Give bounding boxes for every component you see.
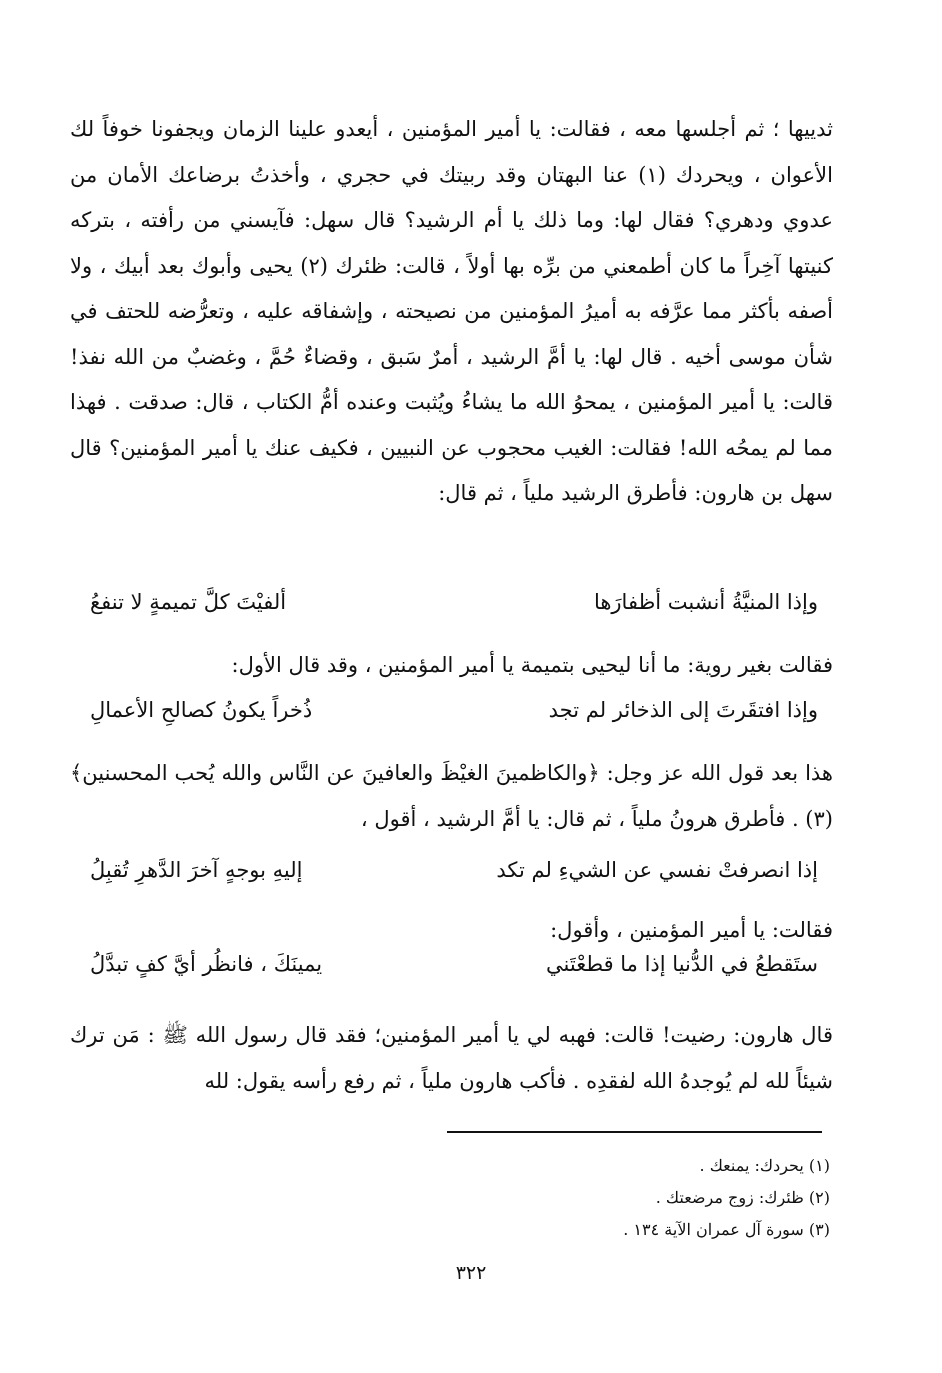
footnote-separator [447,1131,822,1133]
paragraph-5 [70,1013,833,1104]
verse-4-second-hemistich: يمينَكَ ، فانظُر أيَّ كفٍ تبدَّلُ [90,952,323,976]
paragraph-2 [70,643,833,689]
verse-1 [90,580,818,624]
verse-4-first-hemistich: ستَقطعُ في الدُّنيا إذا ما قطعْتَني [546,952,818,976]
paragraph-1 [70,107,833,517]
page-number: ٣٢٢ [455,1262,487,1284]
footnote-1: (١) يحردك: يمنعك . [699,1156,830,1175]
verse-3 [90,848,818,892]
paragraph-2-text: فقالت بغير روية: ما أنا ليحيى بتميمة يا أمير المؤمنين ، وقد قال الأول: [231,653,833,677]
paragraph-1-text: ثدييها ؛ ثم أجلسها معه ، فقالت: يا أمير المؤمنين ، أيعدو علينا الزمان ويجفونا خوفاً لك الأعوان ، ويحردك (١) عنا البهتان وقد ربيتك في حجري ، وأخذتُ برضاعك الأمان من عدوي ودهري؟ فقال لها: وما ذلك يا أم الرشيد؟ قال سهل: فآيسني من رأفته ، بتركه كنيتها آخِراً ما كان أطمعني من برِّه بها أولاً ، قالت: ظئرك (٢) يحيى وأبوك بعد أبيك ، ولا أصفه بأكثر مما عرَّفه به أميرُ المؤمنين من نصيحته ، وإشفاقه عليه ، وتعرُّضه للحتف في شأن موسى أخيه . قال لها: يا أمَّ الرشيد ، أمرٌ سَبق ، وقضاءٌ حُمَّ ، وغضبٌ من الله نفذ! قالت: يا أمير المؤمنين ، يمحوُ الله ما يشاءُ ويُثبت وعنده أمُّ الكتاب ، قال: صدقت . فهذا مما لم يمحُه الله! فقالت: الغيب محجوب عن النبيين ، فكيف عنك يا أمير المؤمنين؟ قال سهل بن هارون: فأطرق الرشيد ملياً ، ثم قال: [70,117,833,505]
verse-3-second-hemistich: إليهِ بوجهٍ آخرَ الدَّهرِ تُقبِلُ [90,858,303,882]
verse-4 [90,942,818,986]
paragraph-3-text: هذا بعد قول الله عز وجل: ﴿والكاظمينَ الغيْظَ والعافينَ عن النَّاس والله يُحب المحسنين﴾ (٣) . فأطرق هرونُ ملياً ، ثم قال: يا أمَّ الرشيد ، أقول ، [70,761,833,831]
verse-2-first-hemistich: وإذا افتقَرتَ إلى الذخائر لم تجد [548,698,818,722]
paragraph-5-text: قال هارون: رضيت! قالت: فهبه لي يا أمير المؤمنين؛ فقد قال رسول الله ﷺ : مَن ترك شيئاً لله لم يُوجدهُ الله لفقدِه . فأكب هارون ملياً ، ثم رفع رأسه يقول: لله [70,1023,833,1093]
verse-3-first-hemistich: إذا انصرفتْ نفسي عن الشيءِ لم تكد [496,858,818,882]
paragraph-3 [70,751,833,842]
footnotes [470,1150,830,1246]
footnote-3: (٣) سورة آل عمران الآية ١٣٤ . [623,1220,830,1239]
verse-1-first-hemistich: وإذا المنيَّةُ أنشبت أظفارَها [593,590,818,614]
verse-2 [90,688,818,732]
verse-1-second-hemistich: ألفيْتَ كلَّ تميمةٍ لا تنفعُ [90,590,287,614]
verse-2-second-hemistich: ذُخراً يكونُ كصالحِ الأعمالِ [90,698,313,722]
footnote-2: (٢) ظئرك: زوج مرضعتك . [655,1188,830,1207]
paragraph-4-text: فقالت: يا أمير المؤمنين ، وأقول: [550,918,833,942]
